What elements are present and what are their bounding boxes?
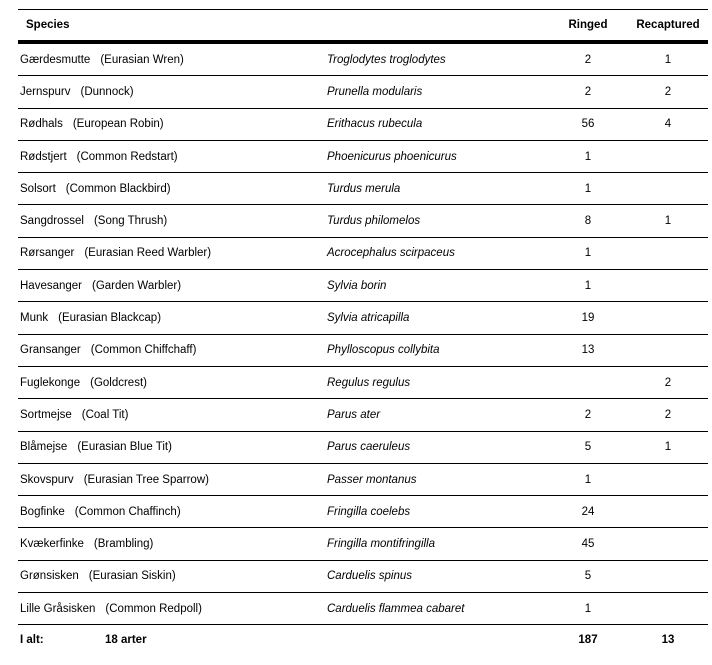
common-name-cell bbox=[20, 399, 128, 430]
scientific-name: Fringilla coelebs bbox=[327, 505, 411, 518]
danish-name: Gransanger bbox=[20, 344, 81, 357]
common-name-cell bbox=[20, 205, 167, 236]
english-name: (Common Blackbird) bbox=[65, 182, 171, 195]
recaptured-count: 4 bbox=[664, 118, 672, 131]
recaptured-count: 2 bbox=[664, 408, 672, 421]
common-name-cell bbox=[20, 432, 172, 463]
scientific-name: Regulus regulus bbox=[327, 376, 411, 389]
english-name: (Common Chaffinch) bbox=[74, 505, 181, 518]
english-name: (Eurasian Blackcap) bbox=[58, 312, 162, 325]
common-name-cell bbox=[20, 302, 161, 333]
ringed-count bbox=[558, 367, 618, 398]
ringed-count: 1 bbox=[584, 602, 592, 615]
ringed-count: 1 bbox=[584, 279, 592, 292]
scientific-name: Prunella modularis bbox=[327, 85, 423, 98]
header-ringed: Ringed bbox=[568, 19, 608, 31]
recaptured-count bbox=[636, 335, 700, 366]
danish-name: Munk bbox=[20, 312, 49, 325]
total-species-count: 18 arter bbox=[105, 634, 147, 647]
table-row bbox=[18, 496, 708, 528]
scientific-name: Acrocephalus scirpaceus bbox=[327, 247, 455, 260]
scientific-name: Erithacus rubecula bbox=[327, 118, 423, 131]
common-name-cell bbox=[20, 593, 202, 624]
ringed-count: 24 bbox=[581, 505, 595, 518]
english-name: (Garden Warbler) bbox=[92, 279, 182, 292]
english-name: (Eurasian Wren) bbox=[100, 53, 184, 66]
common-name-cell bbox=[20, 561, 176, 592]
ringed-count: 45 bbox=[581, 538, 595, 551]
english-name: (Dunnock) bbox=[80, 85, 134, 98]
table-row bbox=[18, 335, 708, 367]
recaptured-count bbox=[636, 496, 700, 527]
total-ringed: 187 bbox=[578, 634, 598, 647]
recaptured-count bbox=[636, 238, 700, 269]
table-row bbox=[18, 561, 708, 593]
english-name: (European Robin) bbox=[72, 118, 164, 131]
table-row bbox=[18, 593, 708, 625]
recaptured-count: 1 bbox=[664, 215, 672, 228]
header-species: Species bbox=[26, 19, 70, 31]
ringed-count: 19 bbox=[581, 312, 595, 325]
ringed-count: 5 bbox=[584, 570, 592, 583]
danish-name: Bogfinke bbox=[20, 505, 65, 518]
common-name-cell bbox=[20, 109, 164, 140]
danish-name: Kvækerfinke bbox=[20, 538, 84, 551]
danish-name: Solsort bbox=[20, 182, 56, 195]
danish-name: Sangdrossel bbox=[20, 215, 84, 228]
scientific-name: Sylvia borin bbox=[327, 279, 387, 292]
danish-name: Lille Gråsisken bbox=[20, 602, 96, 615]
english-name: (Brambling) bbox=[93, 538, 154, 551]
table-row bbox=[18, 464, 708, 496]
table-row bbox=[18, 432, 708, 464]
danish-name: Havesanger bbox=[20, 279, 83, 292]
scientific-name: Troglodytes troglodytes bbox=[327, 53, 446, 66]
english-name: (Eurasian Blue Tit) bbox=[77, 441, 172, 454]
table-row bbox=[18, 141, 708, 173]
scientific-name: Parus caeruleus bbox=[327, 441, 411, 454]
common-name-cell bbox=[20, 173, 171, 204]
common-name-cell bbox=[20, 367, 147, 398]
recaptured-count bbox=[636, 141, 700, 172]
table-row bbox=[18, 270, 708, 302]
ringed-count: 2 bbox=[584, 53, 592, 66]
table-row bbox=[18, 302, 708, 334]
table-row bbox=[18, 399, 708, 431]
ringed-count: 1 bbox=[584, 473, 592, 486]
recaptured-count bbox=[636, 173, 700, 204]
common-name-cell bbox=[20, 44, 184, 75]
ringed-count: 1 bbox=[584, 182, 592, 195]
table-row bbox=[18, 528, 708, 560]
ringed-count: 2 bbox=[584, 85, 592, 98]
danish-name: Blåmejse bbox=[20, 441, 68, 454]
common-name-cell bbox=[20, 76, 134, 107]
scientific-name: Phoenicurus phoenicurus bbox=[327, 150, 457, 163]
danish-name: Gærdesmutte bbox=[20, 53, 91, 66]
ringed-count: 56 bbox=[581, 118, 595, 131]
english-name: (Common Redstart) bbox=[76, 150, 178, 163]
table-header bbox=[18, 10, 708, 44]
table-row bbox=[18, 44, 708, 76]
scientific-name: Passer montanus bbox=[327, 473, 417, 486]
ringed-count: 1 bbox=[584, 150, 592, 163]
scientific-name: Fringilla montifringilla bbox=[327, 538, 436, 551]
english-name: (Coal Tit) bbox=[81, 408, 129, 421]
common-name-cell bbox=[20, 464, 209, 495]
total-label: I alt: bbox=[20, 634, 44, 647]
ringed-count: 2 bbox=[584, 408, 592, 421]
recaptured-count: 1 bbox=[664, 441, 672, 454]
common-name-cell bbox=[20, 335, 196, 366]
table-body bbox=[18, 44, 708, 625]
recaptured-count bbox=[636, 528, 700, 559]
english-name: (Eurasian Reed Warbler) bbox=[84, 247, 212, 260]
ringed-count: 1 bbox=[584, 247, 592, 260]
table-row bbox=[18, 173, 708, 205]
table-row bbox=[18, 367, 708, 399]
recaptured-count bbox=[636, 464, 700, 495]
english-name: (Common Redpoll) bbox=[105, 602, 202, 615]
recaptured-count: 1 bbox=[664, 53, 672, 66]
scientific-name: Carduelis flammea cabaret bbox=[327, 602, 465, 615]
recaptured-count bbox=[636, 302, 700, 333]
danish-name: Rødhals bbox=[20, 118, 63, 131]
danish-name: Rørsanger bbox=[20, 247, 75, 260]
total-recaptured: 13 bbox=[661, 634, 675, 647]
common-name-cell bbox=[20, 270, 181, 301]
table-row bbox=[18, 238, 708, 270]
scientific-name: Sylvia atricapilla bbox=[327, 312, 410, 325]
total-row bbox=[18, 625, 708, 655]
danish-name: Rødstjert bbox=[20, 150, 67, 163]
danish-name: Jernspurv bbox=[20, 85, 71, 98]
scientific-name: Carduelis spinus bbox=[327, 570, 413, 583]
table-row bbox=[18, 76, 708, 108]
english-name: (Common Chiffchaff) bbox=[90, 344, 197, 357]
danish-name: Skovspurv bbox=[20, 473, 74, 486]
danish-name: Fuglekonge bbox=[20, 376, 81, 389]
ringed-count: 13 bbox=[581, 344, 595, 357]
recaptured-count bbox=[636, 270, 700, 301]
scientific-name: Turdus philomelos bbox=[327, 215, 421, 228]
scientific-name: Phylloscopus collybita bbox=[327, 344, 440, 357]
ringed-count: 8 bbox=[584, 215, 592, 228]
recaptured-count bbox=[636, 561, 700, 592]
common-name-cell bbox=[20, 141, 178, 172]
danish-name: Sortmejse bbox=[20, 408, 72, 421]
english-name: (Eurasian Tree Sparrow) bbox=[83, 473, 209, 486]
header-recaptured: Recaptured bbox=[636, 19, 700, 31]
common-name-cell bbox=[20, 528, 153, 559]
scientific-name: Parus ater bbox=[327, 408, 381, 421]
english-name: (Eurasian Siskin) bbox=[88, 570, 176, 583]
english-name: (Song Thrush) bbox=[93, 215, 168, 228]
table-row bbox=[18, 109, 708, 141]
scientific-name: Turdus merula bbox=[327, 182, 401, 195]
recaptured-count: 2 bbox=[664, 85, 672, 98]
english-name: (Goldcrest) bbox=[90, 376, 147, 389]
common-name-cell bbox=[20, 238, 211, 269]
table-row bbox=[18, 205, 708, 237]
recaptured-count: 2 bbox=[664, 376, 672, 389]
ringed-count: 5 bbox=[584, 441, 592, 454]
recaptured-count bbox=[636, 593, 700, 624]
danish-name: Grønsisken bbox=[20, 570, 79, 583]
common-name-cell bbox=[20, 496, 181, 527]
species-table bbox=[18, 9, 708, 655]
